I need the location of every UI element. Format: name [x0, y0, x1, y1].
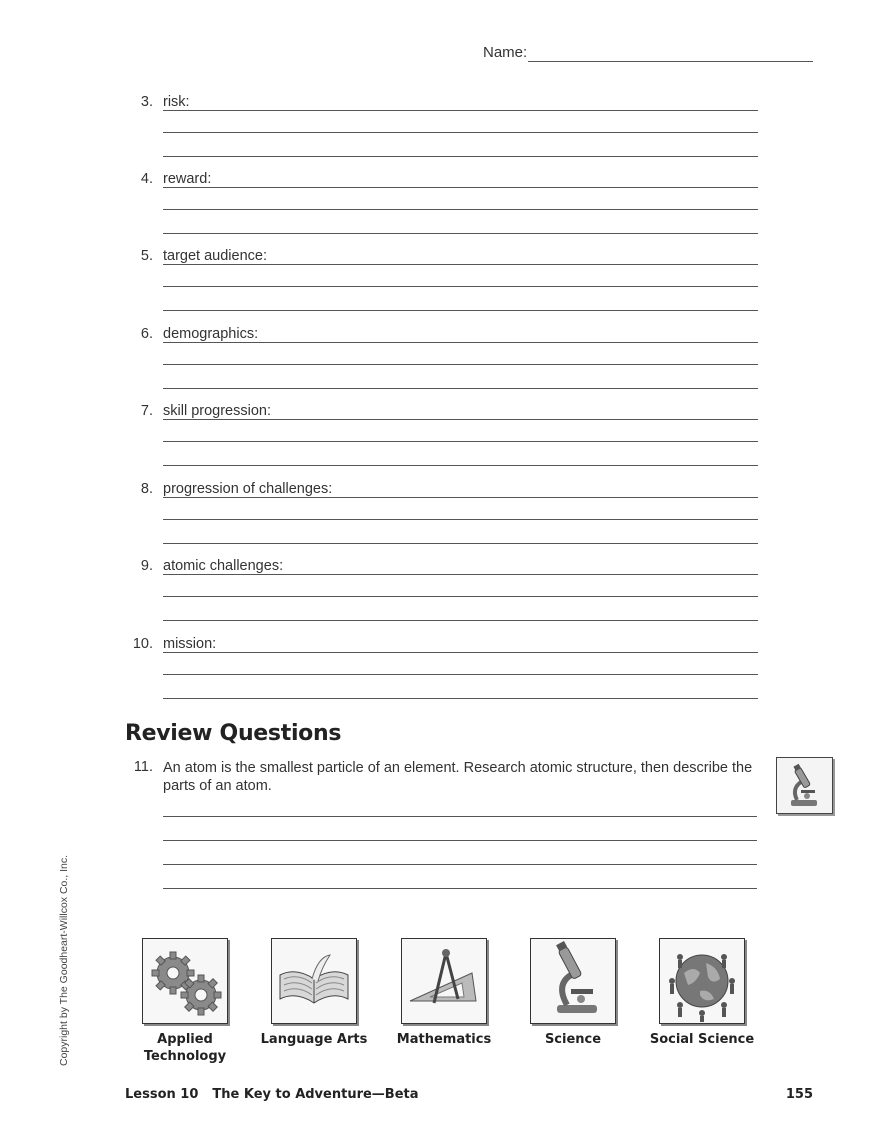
answer-line[interactable] [163, 187, 758, 188]
answer-line[interactable] [163, 233, 758, 234]
globe-people-icon [659, 938, 745, 1024]
answer-line[interactable] [163, 388, 758, 389]
term-label: target audience: [163, 248, 271, 264]
subject-label: Language Arts [260, 1032, 368, 1047]
gears-icon [142, 938, 228, 1024]
name-label: Name: [483, 44, 528, 61]
answer-line[interactable] [163, 286, 758, 287]
drafting-tools-icon [401, 938, 487, 1024]
lesson-number: Lesson 10 [125, 1087, 199, 1102]
answer-line[interactable] [163, 310, 758, 311]
answer-line[interactable] [163, 465, 758, 466]
answer-line[interactable] [163, 840, 757, 841]
answer-line[interactable] [163, 816, 757, 817]
footer-lesson [125, 1087, 419, 1102]
subject-social-science [647, 938, 757, 1048]
subject-label: Applied Technology [143, 1032, 227, 1064]
term-label: skill progression: [163, 403, 275, 419]
term-label: progression of challenges: [163, 481, 336, 497]
name-field[interactable] [528, 61, 813, 62]
answer-line[interactable] [163, 264, 758, 265]
question-text: An atom is the smallest particle of an element. Research atomic structure, then describe the parts of an atom. [163, 760, 753, 794]
subject-label: Mathematics [396, 1032, 492, 1047]
microscope-icon [776, 757, 833, 814]
answer-line[interactable] [163, 209, 758, 210]
subject-applied-technology [130, 938, 240, 1065]
answer-line[interactable] [163, 519, 758, 520]
lesson-title: The Key to Adventure—Beta [212, 1087, 419, 1102]
answer-line[interactable] [163, 419, 758, 420]
section-heading: Review Questions [125, 721, 342, 746]
answer-line[interactable] [163, 652, 758, 653]
answer-line[interactable] [163, 574, 758, 575]
term-number: 3. [140, 94, 153, 110]
term-number: 8. [140, 481, 153, 497]
answer-line[interactable] [163, 674, 758, 675]
answer-line[interactable] [163, 620, 758, 621]
term-label: demographics: [163, 326, 262, 342]
term-block [126, 481, 758, 551]
open-book-icon [271, 938, 357, 1024]
term-block [126, 326, 758, 396]
copyright-notice: Copyright by The Goodheart-Willcox Co., Inc. [58, 854, 70, 1066]
term-label: risk: [163, 94, 194, 110]
term-block [126, 248, 758, 318]
term-number: 9. [140, 558, 153, 574]
question-number: 11. [133, 759, 153, 775]
subject-science [518, 938, 628, 1048]
answer-line[interactable] [163, 497, 758, 498]
term-block [126, 636, 758, 706]
answer-line[interactable] [163, 441, 758, 442]
subject-label: Science [544, 1032, 602, 1047]
answer-line[interactable] [163, 864, 757, 865]
term-number: 5. [140, 248, 153, 264]
term-block [126, 403, 758, 473]
term-label: atomic challenges: [163, 558, 287, 574]
term-number: 6. [140, 326, 153, 342]
term-number: 4. [140, 171, 153, 187]
answer-line[interactable] [163, 543, 758, 544]
page-number: 155 [785, 1087, 813, 1102]
term-block [126, 94, 758, 164]
subject-language-arts [259, 938, 369, 1048]
answer-line[interactable] [163, 596, 758, 597]
term-number: 10. [132, 636, 153, 652]
answer-line[interactable] [163, 110, 758, 111]
answer-line[interactable] [163, 342, 758, 343]
term-label: mission: [163, 636, 220, 652]
answer-line[interactable] [163, 156, 758, 157]
subject-label: Social Science [649, 1032, 755, 1047]
term-number: 7. [140, 403, 153, 419]
answer-line[interactable] [163, 698, 758, 699]
answer-line[interactable] [163, 888, 757, 889]
term-block [126, 558, 758, 628]
answer-line[interactable] [163, 364, 758, 365]
term-label: reward: [163, 171, 215, 187]
subject-mathematics [389, 938, 499, 1048]
answer-line[interactable] [163, 132, 758, 133]
term-block [126, 171, 758, 241]
microscope-icon [530, 938, 616, 1024]
